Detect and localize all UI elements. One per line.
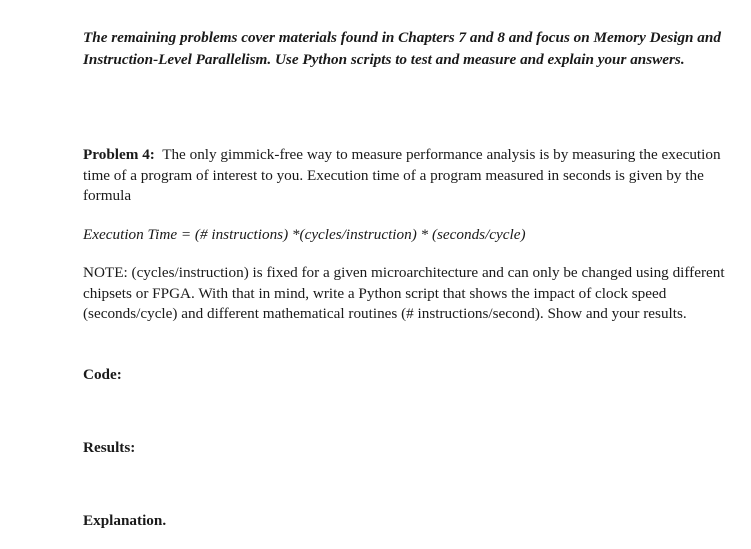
explanation-heading: Explanation. xyxy=(83,512,167,529)
results-heading: Results: xyxy=(83,439,136,456)
problem-statement xyxy=(83,145,747,207)
problem-text: The only gimmick-free way to measure performance analysis is by measuring the execution time of a program of interest to you. Execution time of a program measured in seconds is given by the formula xyxy=(83,146,721,204)
intro-paragraph: The remaining problems cover materials found in Chapters 7 and 8 and focus on Memory Design and Instruction-Level Parallelism. Use Python scripts to test and measure and explain your answers. xyxy=(83,29,721,68)
code-heading: Code: xyxy=(83,366,122,383)
execution-time-formula: Execution Time = (# instructions) *(cycles/instruction) * (seconds/cycle) xyxy=(83,226,526,243)
problem-label: Problem 4: xyxy=(83,146,155,163)
note-paragraph: NOTE: (cycles/instruction) is fixed for a given microarchitecture and can only be changed using different chipsets or FPGA. With that in mind, write a Python script that shows the impact of clock speed (seconds/cycle) and different mathematical routines (# instructions/second). Show and your results. xyxy=(83,264,725,322)
